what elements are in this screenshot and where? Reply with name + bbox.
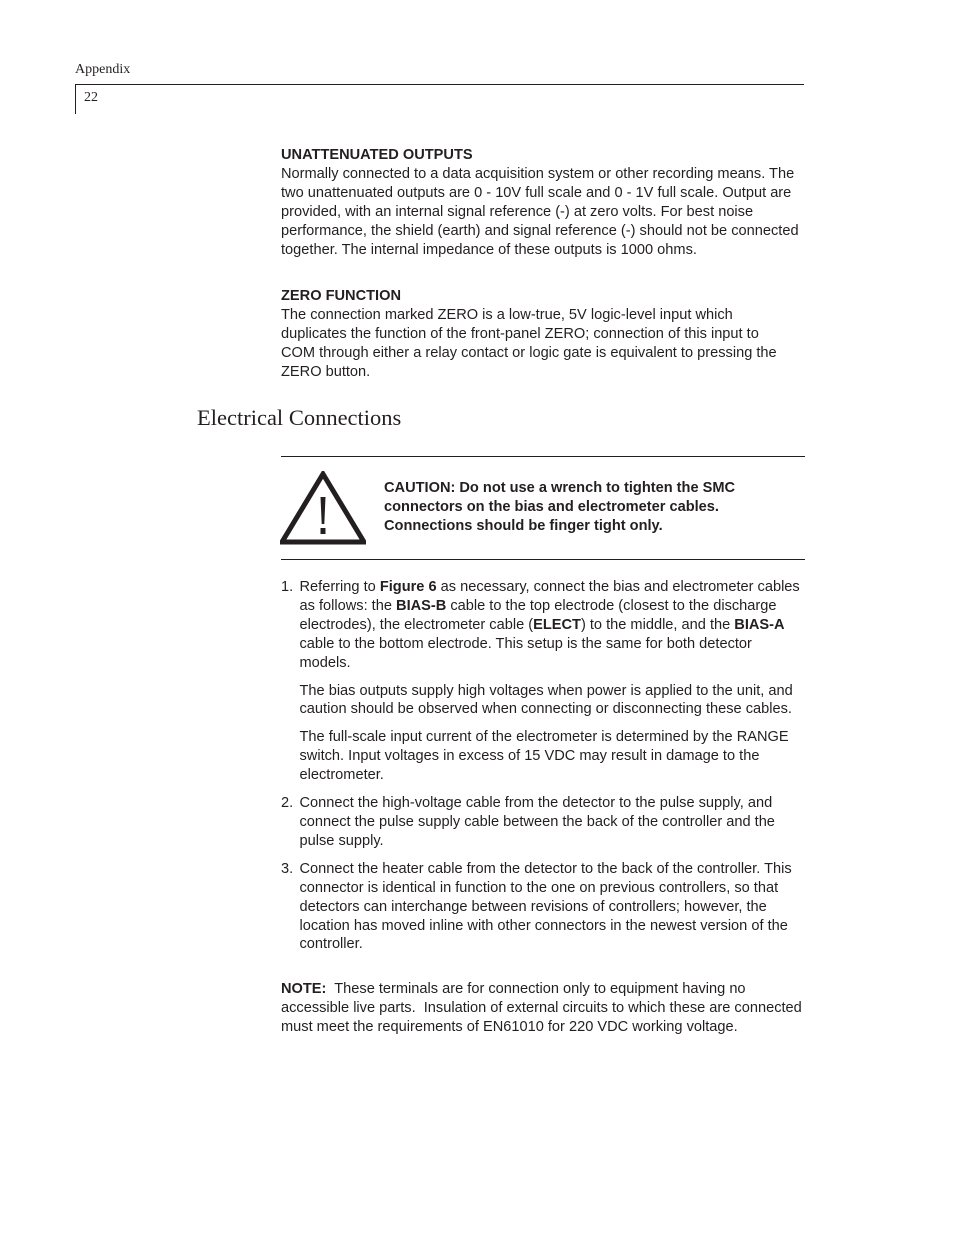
list-item [281, 578, 805, 785]
note-label: NOTE: [281, 981, 327, 997]
step-number: 3. [281, 860, 294, 877]
note-paragraph [281, 980, 805, 1037]
page-number-tick [75, 84, 76, 114]
figure-reference: Figure 6 [379, 579, 437, 595]
cable-label-bias-b: BIAS-B [396, 597, 447, 614]
step-text: as necessary, connect the bias and electrometer cables as follows: the [299, 579, 800, 614]
step-paragraph: Connect the high-voltage cable from the detector to the pulse supply, and connect the pulse supply cable between the back of the controller and the pulse supply. [299, 795, 775, 849]
connection-steps-list [281, 578, 805, 963]
list-item [281, 860, 805, 955]
caution-bottom-rule [281, 559, 805, 560]
zero-function-heading: ZERO FUNCTION [281, 288, 401, 304]
section-title: Electrical Connections [197, 405, 402, 430]
step-text: Referring to [299, 579, 380, 595]
header-rule [75, 84, 804, 85]
unattenuated-outputs-heading: UNATTENUATED OUTPUTS [281, 147, 473, 163]
step-text: ) to the middle, and the [580, 616, 735, 633]
caution-top-rule [281, 456, 805, 457]
unattenuated-outputs-block [281, 146, 805, 259]
cable-label-elect: ELECT [533, 616, 581, 633]
warning-triangle-icon [280, 471, 366, 545]
zero-function-body: The connection marked ZERO is a low-true, 5V logic-level input which duplicates the function of the front-panel ZERO; connection of this input to COM through either a relay contact or logic gate is equivalent to pressing the ZERO button. [281, 306, 777, 380]
step-paragraph: The bias outputs supply high voltages when power is applied to the unit, and caution should be observed when connecting or disconnecting these cables. [299, 682, 793, 718]
step-paragraph: The full-scale input current of the electrometer is determined by the RANGE switch. Input voltages in excess of 15 VDC may result in damage to the electrometer. [299, 729, 789, 784]
step-paragraph [300, 578, 806, 673]
caution-text: CAUTION: Do not use a wrench to tighten the SMC connectors on the bias and electrometer cables. Connections should be finger tight only. [384, 480, 736, 534]
list-item [281, 794, 805, 851]
step-text: cable to the top electrode (closest to the discharge electrodes), the electrometer cable ( [299, 597, 777, 633]
step-number: 1. [281, 579, 294, 595]
note-text: These terminals are for connection only to equipment having no accessible live parts. Insulation of external circuits to which these are connected must meet the requirements of EN61010 for 220 VDC working voltage. [281, 981, 806, 1035]
zero-function-block [281, 287, 805, 382]
page-number: 22 [84, 90, 98, 105]
running-header-title: Appendix [75, 62, 131, 77]
step-paragraph: Connect the heater cable from the detector to the back of the controller. This connector is identical in function to the one on previous controllers, so that detectors can interchange between revisions of controllers; however, the location has moved inline with other connectors in the newest version of the controller. [299, 860, 792, 953]
unattenuated-outputs-body: Normally connected to a data acquisition system or other recording means. The two unattenuated outputs are 0 - 10V full scale and 0 - 1V full scale. Output are provided, with an internal signal reference (-) at zero volts. For best noise performance, the shield (earth) and signal reference (-) should not be connected together. The internal impedance of these outputs is 1000 ohms. [281, 165, 799, 258]
step-text: cable to the bottom electrode. This setup is the same for both detector models. [299, 635, 752, 671]
step-number: 2. [281, 795, 294, 812]
cable-label-bias-a: BIAS-A [734, 616, 785, 633]
